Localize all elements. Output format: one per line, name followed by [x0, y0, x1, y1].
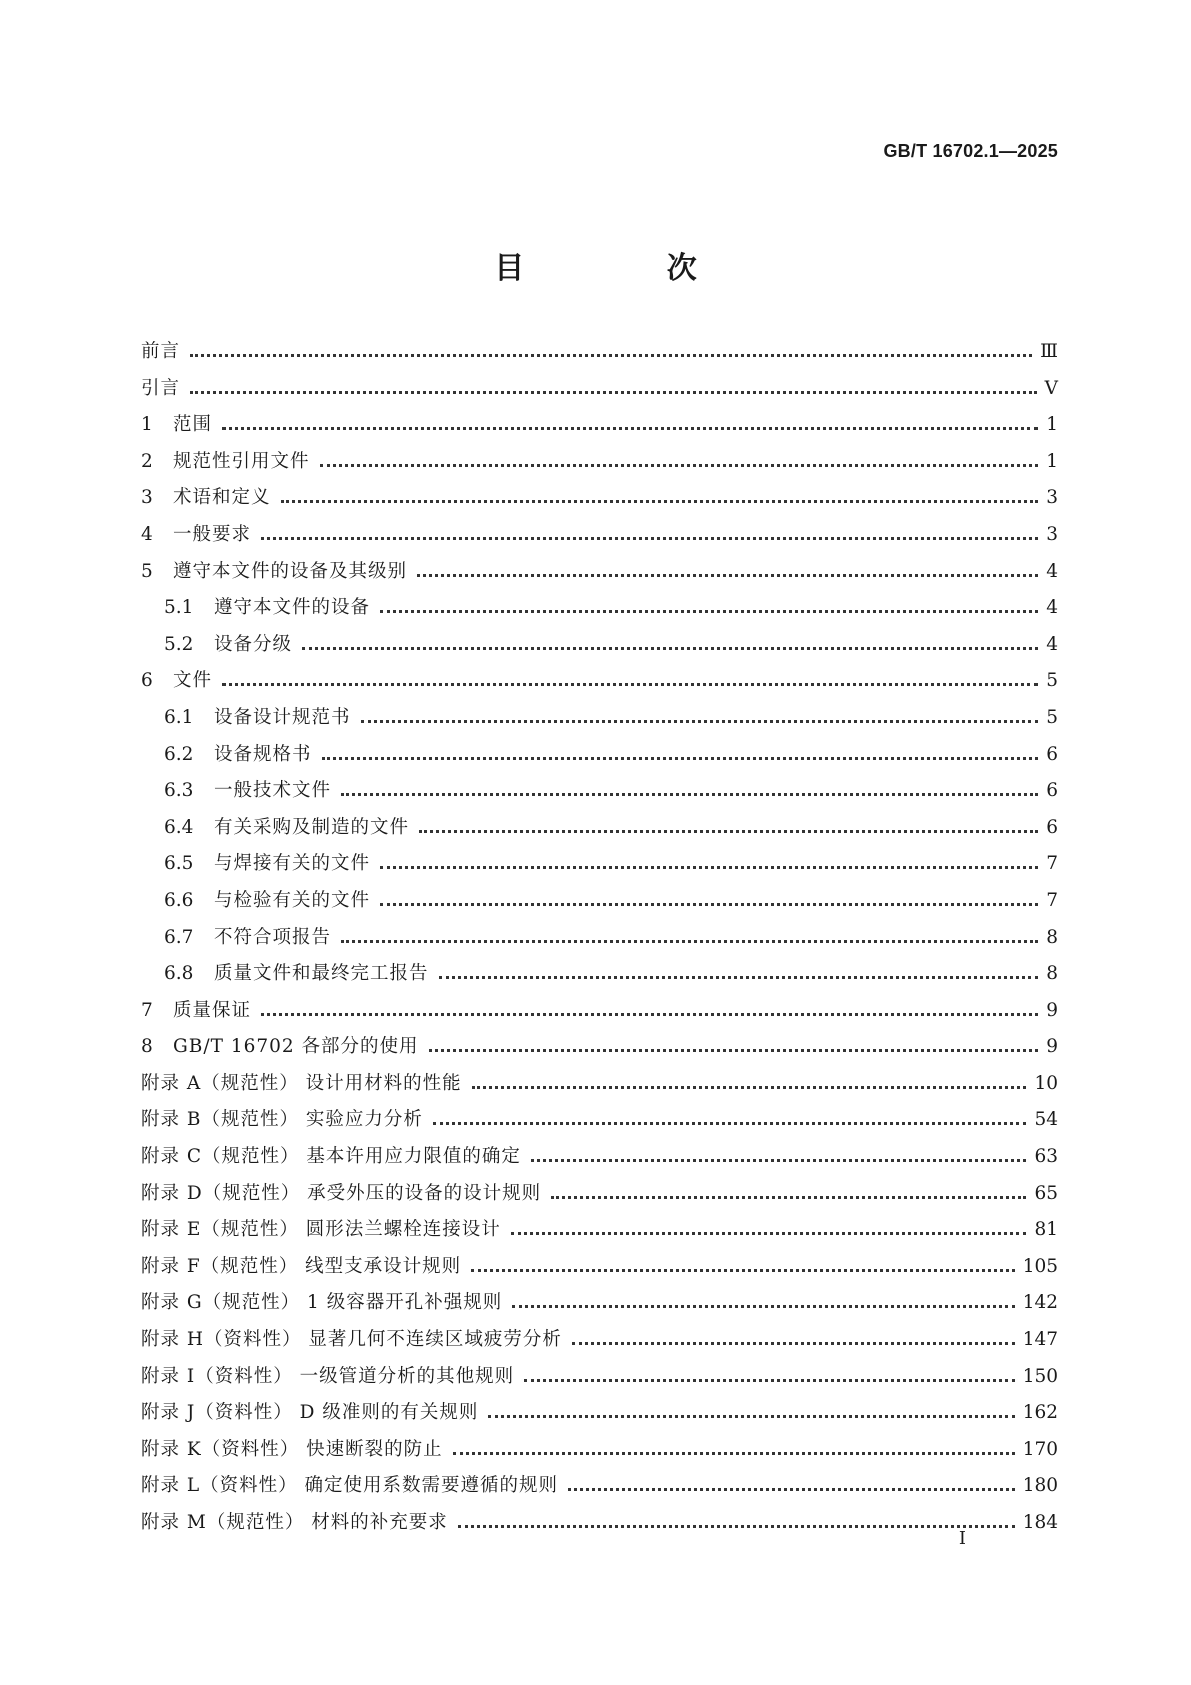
- toc-entry[interactable]: [141, 1398, 1058, 1435]
- toc-entry-label: 与焊接有关的文件: [214, 853, 371, 875]
- toc-dot-leader: [281, 500, 1038, 503]
- toc-entry[interactable]: [141, 1471, 1058, 1508]
- toc-entry-label: 附录 K（资料性） 快速断裂的防止: [141, 1438, 443, 1460]
- toc-entry-number: 2: [141, 450, 153, 472]
- toc-entry[interactable]: [141, 520, 1058, 557]
- toc-entry[interactable]: [141, 557, 1058, 594]
- toc-entry-number: 5: [141, 560, 153, 582]
- toc-entry[interactable]: [141, 886, 1058, 923]
- toc-dot-leader: [568, 1488, 1015, 1491]
- toc-entry-page: 1: [1046, 414, 1058, 436]
- toc-entry-page: 105: [1022, 1255, 1058, 1277]
- toc-entry-page: 10: [1034, 1072, 1058, 1094]
- toc-dot-leader: [320, 464, 1038, 467]
- toc-entry-label: 设备分级: [214, 633, 293, 655]
- document-number: GB/T 16702.1—2025: [883, 141, 1058, 161]
- toc-entry[interactable]: [141, 593, 1058, 630]
- toc-dot-leader: [341, 793, 1038, 796]
- toc-entry-label: 设备设计规范书: [214, 706, 351, 728]
- toc-dot-leader: [511, 1232, 1027, 1235]
- toc-entry-page: Ⅴ: [1044, 377, 1058, 399]
- toc-dot-leader: [524, 1379, 1015, 1382]
- toc-dot-leader: [261, 537, 1038, 540]
- toc-entry[interactable]: [141, 849, 1058, 886]
- toc-entry[interactable]: [141, 1325, 1058, 1362]
- toc-entry-number: 5.2: [164, 633, 194, 655]
- toc-entry-number: 6.5: [164, 853, 194, 875]
- toc-dot-leader: [512, 1305, 1014, 1308]
- toc-entry-label: 一般技术文件: [214, 780, 332, 802]
- toc-entry-label: GB/T 16702 各部分的使用: [173, 1036, 419, 1058]
- toc-title: 目 次: [494, 251, 763, 286]
- toc-entry-page: 63: [1034, 1146, 1058, 1168]
- toc-dot-leader: [488, 1415, 1014, 1418]
- toc-dot-leader: [222, 427, 1038, 430]
- toc-entry-page: 162: [1022, 1402, 1058, 1424]
- toc-dot-leader: [429, 1049, 1038, 1052]
- toc-entry-number: 6.8: [164, 963, 194, 985]
- toc-dot-leader: [439, 976, 1038, 979]
- toc-dot-leader: [453, 1452, 1015, 1455]
- toc-dot-leader: [551, 1196, 1026, 1199]
- toc-entry-page: 54: [1034, 1109, 1058, 1131]
- toc-dot-leader: [261, 1013, 1038, 1016]
- toc-entry-page: Ⅲ: [1040, 341, 1058, 362]
- toc-entry[interactable]: [141, 1435, 1058, 1472]
- toc-entry-page: 9: [1046, 1036, 1058, 1058]
- toc-dot-leader: [531, 1159, 1027, 1162]
- toc-dot-leader: [380, 903, 1038, 906]
- toc-entry[interactable]: [141, 483, 1058, 520]
- toc-entry-label: 附录 C（规范性） 基本许用应力限值的确定: [141, 1146, 521, 1168]
- toc-entry-number: 1: [141, 414, 153, 436]
- toc-entry-label: 有关采购及制造的文件: [214, 816, 410, 838]
- toc-entry-page: 81: [1034, 1219, 1058, 1241]
- toc-dot-leader: [302, 647, 1038, 650]
- toc-entry-label: 附录 J（资料性） D 级准则的有关规则: [141, 1402, 479, 1424]
- toc-entry-page: 4: [1046, 633, 1058, 655]
- toc-entry[interactable]: [141, 923, 1058, 960]
- toc-entry-page: 7: [1046, 853, 1058, 875]
- toc-entry[interactable]: [141, 337, 1058, 374]
- toc-entry-label: 附录 E（规范性） 圆形法兰螺栓连接设计: [141, 1219, 501, 1241]
- toc-entry-page: 6: [1046, 743, 1058, 765]
- toc-entry-label: 范围: [173, 414, 213, 436]
- toc-entry-label: 设备规格书: [214, 743, 312, 765]
- toc-entry[interactable]: [141, 959, 1058, 996]
- toc-entry-label: 附录 B（规范性） 实验应力分析: [141, 1109, 423, 1131]
- toc-dot-leader: [380, 610, 1038, 613]
- toc-entry[interactable]: [141, 1069, 1058, 1106]
- toc-entry-page: 4: [1046, 597, 1058, 619]
- toc-entry-label: 附录 I（资料性） 一级管道分析的其他规则: [141, 1365, 515, 1387]
- toc-entry-label: 前言: [141, 341, 181, 362]
- toc-entry-label: 附录 L（资料性） 确定使用系数需要遵循的规则: [141, 1475, 559, 1497]
- toc-dot-leader: [417, 574, 1038, 577]
- toc-dot-leader: [419, 830, 1038, 833]
- toc-entry-page: 3: [1046, 487, 1058, 509]
- toc-entry[interactable]: [141, 1215, 1058, 1252]
- toc-entry-label: 质量保证: [173, 999, 252, 1021]
- toc-dot-leader: [361, 720, 1038, 723]
- toc-entry-label: 质量文件和最终完工报告: [214, 963, 429, 985]
- toc-entry[interactable]: [141, 410, 1058, 447]
- toc-entry[interactable]: [141, 1032, 1058, 1069]
- toc-dot-leader: [471, 1269, 1015, 1272]
- toc-entry-number: 6.2: [164, 743, 194, 765]
- toc-entry-number: 6: [141, 670, 153, 692]
- toc-dot-leader: [222, 683, 1038, 686]
- toc-entry-number: 6.1: [164, 706, 194, 728]
- toc-entry[interactable]: [141, 1105, 1058, 1142]
- toc-entry-number: 5.1: [164, 597, 194, 619]
- toc-entry[interactable]: [141, 666, 1058, 703]
- toc-entry-label: 附录 A（规范性） 设计用材料的性能: [141, 1072, 462, 1094]
- toc-entry-page: 9: [1046, 999, 1058, 1021]
- toc-entry-page: 150: [1022, 1365, 1058, 1387]
- toc-entry-label: 附录 H（资料性） 显著几何不连续区域疲劳分析: [141, 1329, 562, 1351]
- toc-entry-page: 5: [1046, 706, 1058, 728]
- toc-entry[interactable]: [141, 374, 1058, 411]
- toc-entry-label: 规范性引用文件: [173, 450, 310, 472]
- toc-entry-page: 8: [1046, 963, 1058, 985]
- toc-entry[interactable]: [141, 996, 1058, 1033]
- toc-entry[interactable]: [141, 703, 1058, 740]
- toc-entry-label: 文件: [173, 670, 213, 692]
- toc-entry-page: 3: [1046, 523, 1058, 545]
- toc-entry[interactable]: [141, 1142, 1058, 1179]
- page-number: I: [958, 1528, 966, 1549]
- toc-entry-label: 不符合项报告: [214, 926, 332, 948]
- toc-entry-page: 147: [1022, 1329, 1058, 1351]
- toc-entry-page: 65: [1034, 1182, 1058, 1204]
- toc-entry-number: 6.6: [164, 889, 194, 911]
- toc-entry[interactable]: [141, 740, 1058, 777]
- toc-entry-label: 附录 G（规范性） 1 级容器开孔补强规则: [141, 1292, 503, 1314]
- toc-entry-number: 6.4: [164, 816, 194, 838]
- toc-entry[interactable]: [141, 1179, 1058, 1216]
- toc-entry-page: 6: [1046, 816, 1058, 838]
- toc-entry-label: 附录 F（规范性） 线型支承设计规则: [141, 1255, 462, 1277]
- toc-entry-page: 170: [1022, 1438, 1058, 1460]
- toc-entry-number: 6.3: [164, 780, 194, 802]
- toc-dot-leader: [572, 1342, 1015, 1345]
- toc-entry-label: 遵守本文件的设备: [214, 597, 371, 619]
- toc-entry-label: 一般要求: [173, 523, 252, 545]
- toc-entry-label: 附录 M（规范性） 材料的补充要求: [141, 1512, 448, 1533]
- toc-entry-number: 8: [141, 1036, 153, 1058]
- toc-entry[interactable]: [141, 1508, 1058, 1545]
- table-of-contents: [141, 337, 1058, 1545]
- toc-entry-number: 4: [141, 523, 153, 545]
- toc-entry-label: 术语和定义: [173, 487, 271, 509]
- toc-dot-leader: [458, 1525, 1015, 1528]
- toc-entry-number: 6.7: [164, 926, 194, 948]
- toc-entry[interactable]: [141, 1288, 1058, 1325]
- toc-entry[interactable]: [141, 776, 1058, 813]
- toc-entry-page: 1: [1046, 450, 1058, 472]
- toc-dot-leader: [380, 866, 1038, 869]
- toc-dot-leader: [472, 1086, 1027, 1089]
- toc-entry-page: 180: [1022, 1475, 1058, 1497]
- toc-entry-page: 7: [1046, 889, 1058, 911]
- toc-entry[interactable]: [141, 447, 1058, 484]
- toc-dot-leader: [322, 757, 1038, 760]
- toc-entry-page: 5: [1046, 670, 1058, 692]
- toc-entry-label: 附录 D（规范性） 承受外压的设备的设计规则: [141, 1182, 542, 1204]
- toc-entry-number: 7: [141, 999, 153, 1021]
- toc-entry-page: 142: [1022, 1292, 1058, 1314]
- toc-entry-label: 与检验有关的文件: [214, 889, 371, 911]
- toc-entry[interactable]: [141, 1362, 1058, 1399]
- toc-dot-leader: [341, 940, 1038, 943]
- toc-dot-leader: [433, 1122, 1027, 1125]
- toc-entry-page: 8: [1046, 926, 1058, 948]
- toc-dot-leader: [190, 354, 1032, 357]
- toc-entry-label: 遵守本文件的设备及其级别: [173, 560, 408, 582]
- toc-entry-page: 184: [1022, 1512, 1058, 1533]
- toc-entry-page: 6: [1046, 780, 1058, 802]
- toc-dot-leader: [190, 391, 1037, 394]
- toc-entry[interactable]: [141, 630, 1058, 667]
- toc-entry[interactable]: [141, 813, 1058, 850]
- toc-entry-number: 3: [141, 487, 153, 509]
- toc-entry[interactable]: [141, 1252, 1058, 1289]
- toc-entry-label: 引言: [141, 377, 181, 399]
- toc-entry-page: 4: [1046, 560, 1058, 582]
